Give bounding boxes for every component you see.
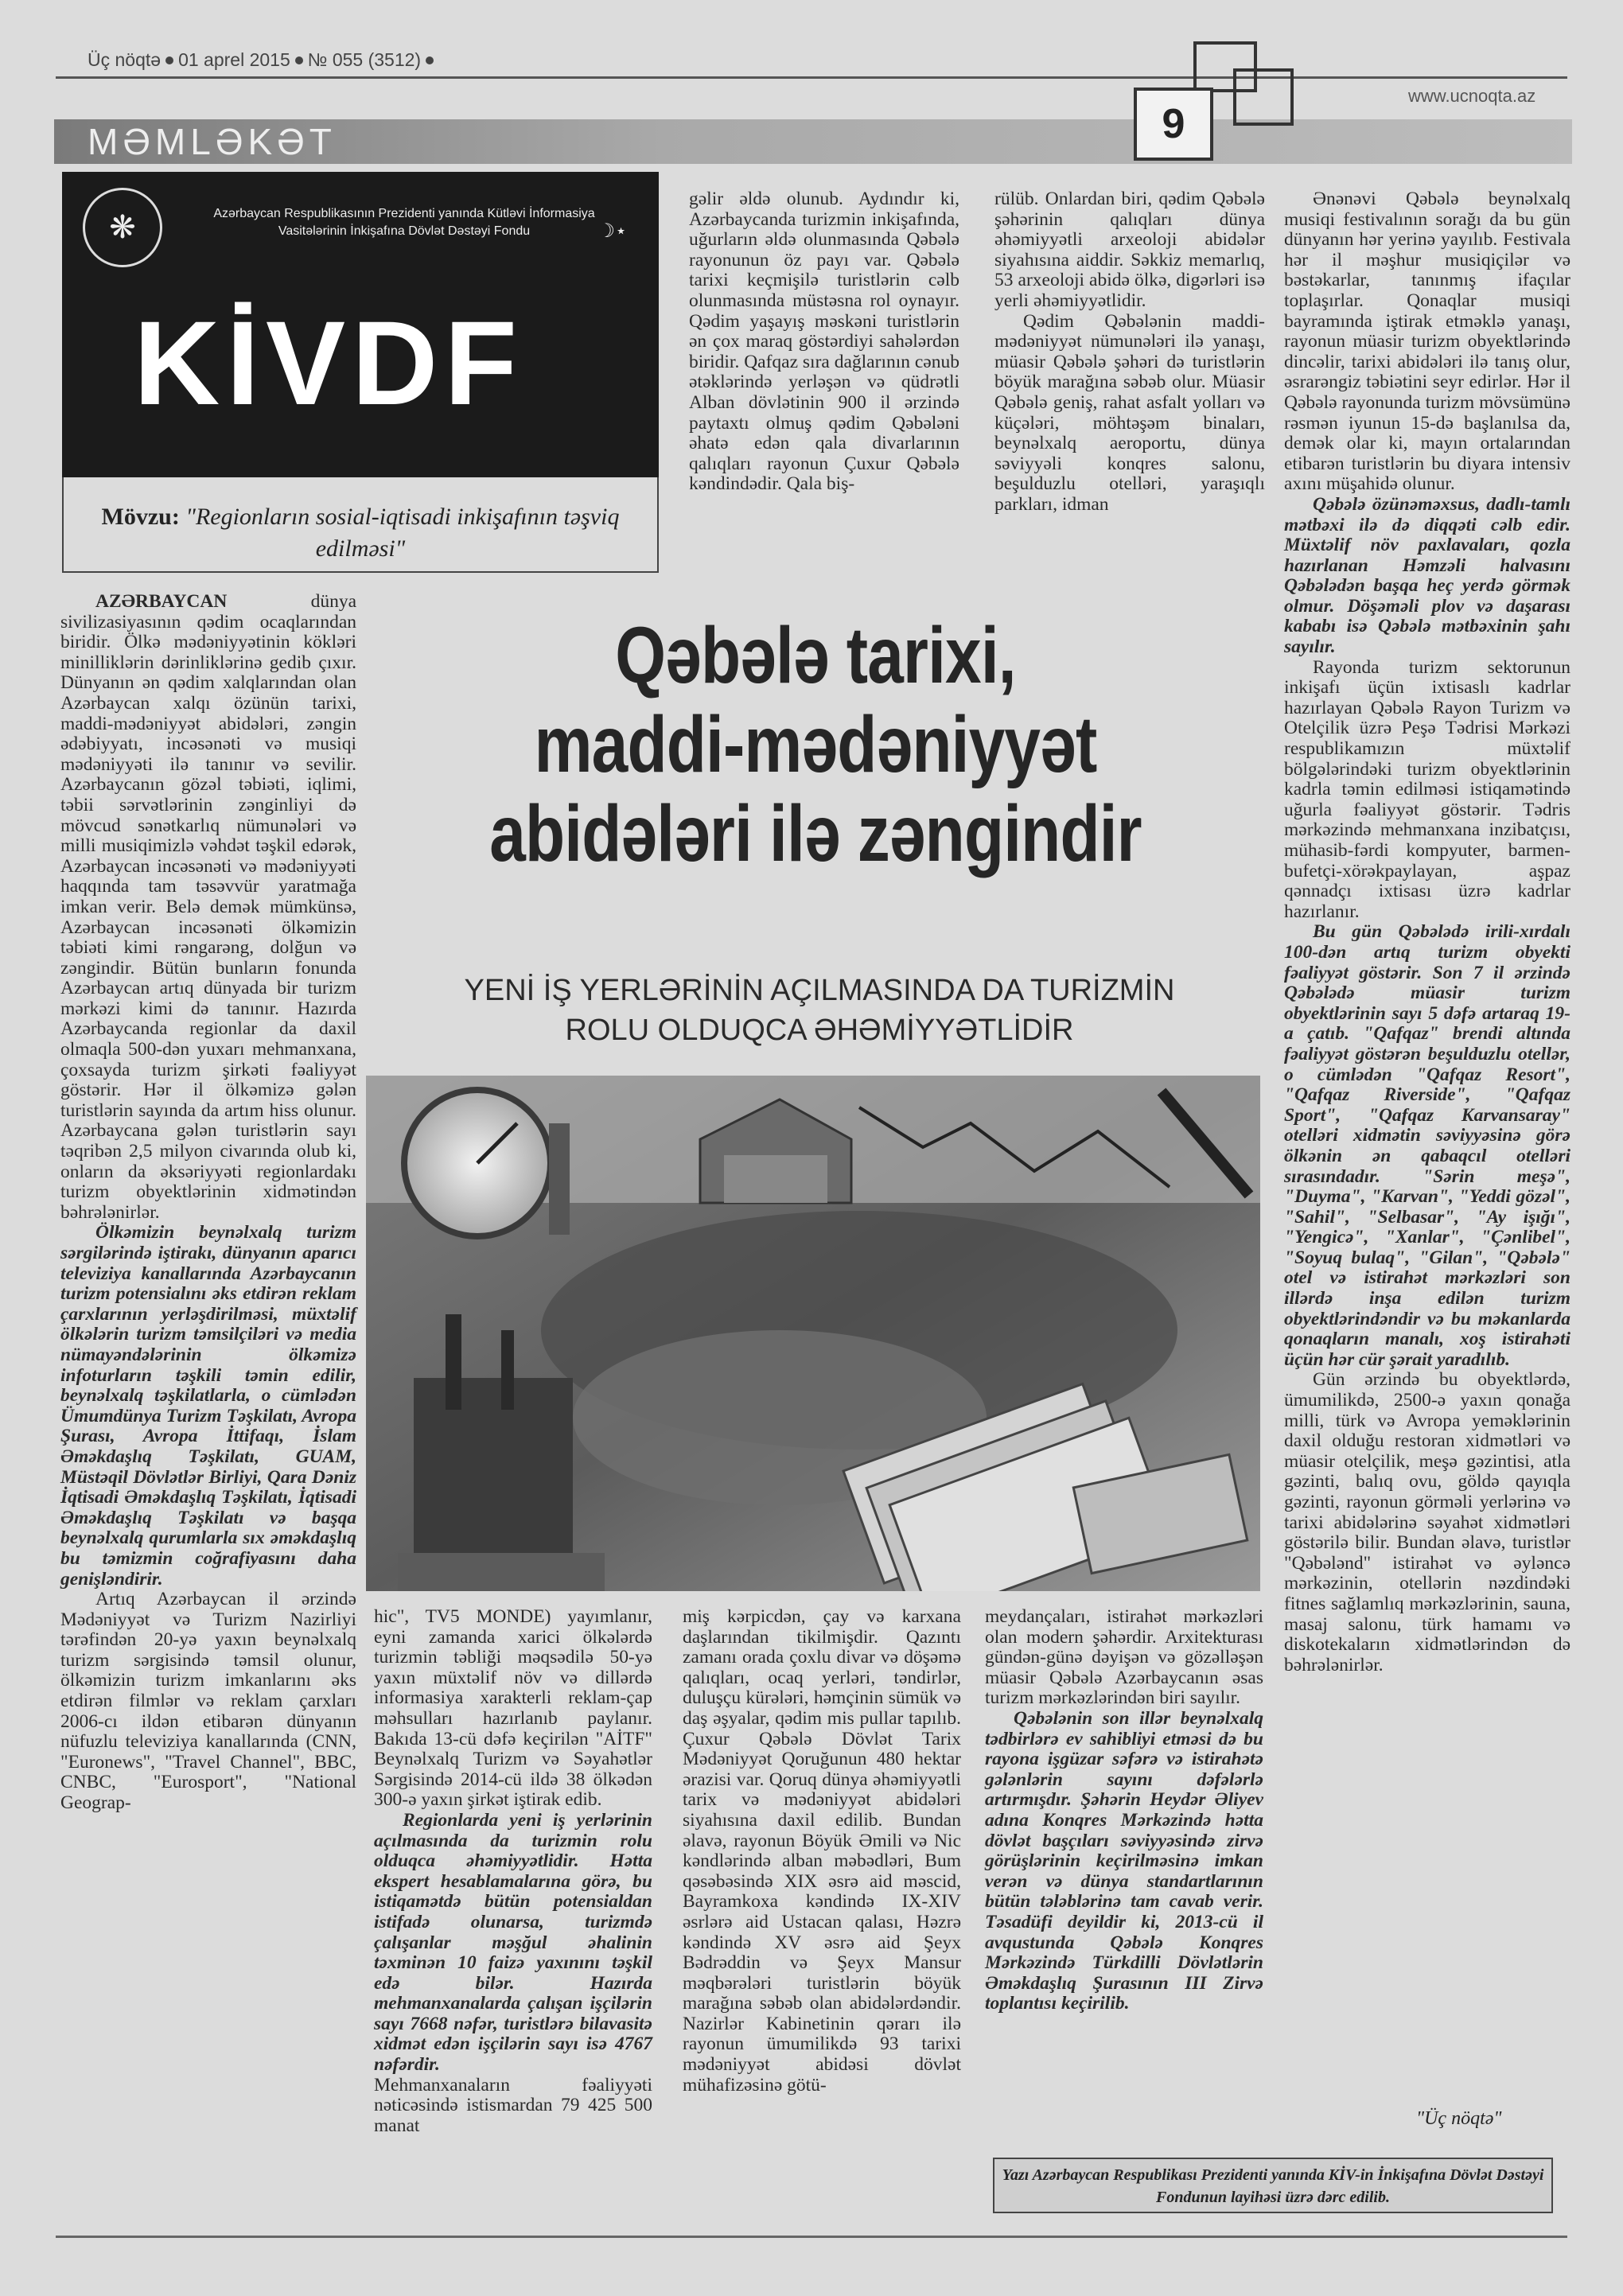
masthead-line	[88, 49, 438, 71]
headline	[447, 611, 1185, 878]
headline-line-1: Qəbələ tarixi,	[615, 611, 1016, 700]
paper-name: Üç nöqtə	[88, 49, 162, 70]
photo-collage	[366, 1076, 1260, 1591]
col1-p3: Artıq Azərbaycan il ərzində Mədəniyyət və Turizm Nazirliyi tərəfindən 20-yə yaxın beynəlxalq turizm sərgisində təmsil olunur, ölkəmizin turizm imkanlarını əks etdirən filmlər və reklam çarxları 2006-cı ildən etibarən dünyanın nüfuzlu televiziya kanallarında (CNN, "Euronews", "Travel Channel", BBC, CNBC, "Eurosport", "National Geograp-	[60, 1589, 356, 1814]
topic-text: "Regionların sosial-iqtisadi inkişafının təşviq edilməsi"	[185, 504, 620, 562]
subheadline-line-1: YENİ İŞ YERLƏRİNİN AÇILMASINDA DA TURİZMİN	[464, 974, 1175, 1007]
section-title: MƏMLƏKƏT	[88, 121, 337, 162]
fund-emblem-icon: ❋	[83, 188, 162, 267]
col2b-p3: Mehmanxanaların fəaliyyəti nəticəsində istismardan 79 425 500 manat	[374, 2074, 652, 2136]
issue-date: 01 aprel 2015	[178, 49, 290, 70]
col4-p3: Rayonda turizm sektorunun inkişafı üçün ixtisaslı kadrlar hazırlayan Qəbələ Rayon Turizm və Otelçilik üzrə Peşə Tədrisi Mərkəzi respublikamızın müxtəlif bölgələrindəki turizm obyektlərinin kadrla təmin edilməsi istiqamətində uğurla fəaliyyət göstərir. Tədris mərkəzində mehmanxana inzibatçısı, mühasib-fərdi kompyuter, barmen-bufetçi-xörəkpaylayan, aşpaz qənnadçı ixtisası üzrə kadrlar hazırlanır.	[1284, 656, 1570, 922]
col2b-p1: hic", TV5 MONDE) yayımlanır, eyni zamanda xarici ölkələrdə turizmin təbliği məqsədilə 50-yə yaxın müxtəlif növ və dillərdə informasiya xarakterli reklam-çap məhsulları hazırlanıb paylanır. Bakıda 13-cü dəfə keçirilən "AİTF" Beynəlxalq Turizm və Səyahətlər Sərgisində 2014-cü ildə 38 ölkədən 300-ə yaxın şirkət iştirak edib.	[374, 1606, 652, 1811]
topic-box	[62, 477, 659, 573]
crescent-star-icon: ☽⋆	[597, 221, 627, 242]
column-1	[60, 592, 356, 1814]
lead-word: AZƏRBAYCAN	[95, 591, 228, 612]
col2top-p1: gəlir əldə olunub. Aydındır ki, Azərbaycanda turizmin inkişafında, uğurların əldə olunmasında Qəbələ rayonunun öz payı var. Qəbələ tarixi keçmişilə turistlərin cəlb olunmasında müstəsna rol oynayır. Qədim yaşayış məskəni turistlərin ən çox maraq göstərdiyi sahələrdən biridir. Qafqaz sıra dağlarının cənub ətəklərində yerləşən və qüdrətli Alban dövlətinin 900 il ərzində paytaxtı olmuş qədim Qəbələni əhatə edən qala divarlarının qalıqları rayonun Çuxur Qəbələ kəndindədir. Qala biş-	[689, 189, 959, 495]
topic-label: Mövzu:	[101, 504, 180, 530]
column-3-top	[994, 189, 1265, 516]
col3top-p1: rülüb. Onlardan biri, qədim Qəbələ şəhərinin qalıqları dünya əhəmiyyətli arxeoloji abidələr siyahısına aiddir. Səkkiz memarlıq, 53 arxeoloji abidə ölkə, digərləri isə yerli əhəmiyyətlidir.	[994, 189, 1265, 311]
col2b-p2: Regionlarda yeni iş yerlərinin açılmasında da turizmin rolu olduqca əhəmiyyətlidir. Hətta ekspert hesablamalarına görə, bu istiqamətdə bütün potensialdan istifadə olunarsa, turizmdə çalışanlar məşğul əhalinin təxminən 10 faizə yaxınını təşkil edə bilər. Hazırda mehmanxanalarda çalışan işçilərin sayı 7668 nəfər, turistlərə bilavasitə xidmət edən işçilərin sayı isə 4767 nəfərdir.	[374, 1809, 652, 2076]
issue-number: № 055 (3512)	[307, 49, 422, 70]
headline-line-2: maddi-mədəniyyət	[534, 700, 1097, 789]
column-2-top	[689, 189, 959, 495]
credit-box: Yazı Azərbaycan Respublikası Prezidenti yanında KİV-in İnkişafına Dövlət Dəstəyi Fondunun layihəsi üzrə dərc edilib.	[993, 2158, 1553, 2213]
col1-p1: dünya sivilizasiyasının qədim ocaqlarından biridir. Ölkə mədəniyyətinin kökləri minilliklərin dərinliklərinə gedib çıxır. Dünyanın ən qədim xalqlarından olan Azərbaycan xalqı özünün tarixi, maddi-mədəniyyət abidələri, zəngin ədəbiyyatı, incəsənəti və musiqi mədəniyyəti ilə tanınır və sevilir. Azərbaycanın gözəl təbiəti, iqlimi, təbii sərvətlərinin zənginliyi də mövcud sənətkarlıq nümunələri və milli musiqimizlə vəhdət təşkil edərək, Azərbaycan incəsənəti və mədəniyyəti haqqında tam təsəvvür yaratmağa imkan verir. Belə demək mümkünsə, Azərbaycan incəsənəti ölkəmizin təbiəti kimi rəngarəng, dolğun və zəngindir. Bütün bunların fonunda Azərbaycan artıq dünyada bir turizm mərkəzi kimi də tanınır. Hazırda Azərbaycanda regionlar da daxil olmaqla 500-dən yuxarı mehmanxana, çoxsayda turizm şirkəti fəaliyyət göstərir. Hər il ölkəmizə gələn turistlərin sayında da artım hiss olunur. Azərbaycana gələn turistlərin sayı təqribən 2,5 milyon civarında olub ki, onların da əksəriyyəti regionlardakı turizm obyektlərinin xidmətindən bəhrələnirlər.	[60, 591, 356, 1223]
subheadline	[350, 971, 1289, 1050]
col1-p2: Ölkəmizin beynəlxalq turizm sərgilərində iştirakı, dünyanın aparıcı televiziya kanallarında Azərbaycanın turizm potensialını əks etdirən reklam çarxlarının yerləşdirilməsi, müxtəlif ölkələrin turizm təmsilçiləri və media nümayəndələrinin ölkəmizə infoturların təşkili təmin edilir, beynəlxalq təşkilatlarla, o cümlədən Ümumdünya Turizm Təşkilatı, Avropa Şurası, Avropa İttifaqı, İslam Əməkdaşlıq Təşkilatı, GUAM, Müstəqil Dövlətlər Birliyi, Qara Dəniz İqtisadi Əməkdaşlıq Təşkilatı, İqtisadi Əməkdaşlıq Təşkilatı və başqa beynəlxalq qurumlarla sıx əməkdaşlıq bu təmizmin coğrafiyasını daha genişləndirir.	[60, 1222, 356, 1590]
col4-p2: Qəbələ özünəməxsus, dadlı-tamlı mətbəxi ilə də diqqəti cəlb edir. Müxtəlif növ paxlavaları, qozla hazırlanan Həmzəli halvasını Qəbələdən başqa heç yerdə görmək olmur. Döşəməli plov və daşarası kababı isə Qəbələ mətbəxinin şahı sayılır.	[1284, 493, 1570, 658]
column-3-bottom	[683, 1607, 961, 2096]
headline-line-3: abidələri ilə zəngindir	[489, 789, 1142, 878]
subheadline-line-2: ROLU OLDUQCA ƏHƏMİYYƏTLİDİR	[565, 1014, 1074, 1047]
kivdf-logo-box	[62, 172, 659, 477]
column-4-bottom	[985, 1607, 1263, 2014]
collage-illustration	[366, 1076, 1260, 1591]
bottom-rule	[56, 2236, 1567, 2238]
col3top-p2: Qədim Qəbələnin maddi-mədəniyyət nümunələri ilə yanaşı, müasir Qəbələ şəhəri də turistlərin böyük marağına səbəb olur. Müasir Qəbələ geniş, rahat asfalt yolları və küçələri, möhtəşəm binaları, beynəlxalq aeroportu, dünya səviyyəli konqres salonu, beşulduzlu otelləri, yaraşıqlı parkları, idman	[994, 310, 1265, 515]
col4-p5: Gün ərzində bu obyektlərdə, ümumilikdə, 2500-ə yaxın qonağa milli, türk və Avropa yeməklərinin daxil olduğu restoran xidmətləri və müasir otelçilik, meşə gəzintisi, atla gəzinti, balıq ovu, göldə qayıqla gəzinti, rayonun görməli yerlərinə və tarixi abidələrinə səyahət xidmətləri göstərilə bilir. Bundan əlavə, turistlər "Qəbələnd" istirahət və əyləncə mərkəzinin, otellərin nəzdindəki fitnes sağlamlıq mərkəzlərinin, sauna, masaj salonu, türk hamamı və diskotekaların xidmətlərindən də bəhrələnirlər.	[1284, 1369, 1570, 1675]
fund-org-name: Azərbaycan Respublikasının Prezidenti yanında Kütləvi İnformasiya Vasitələrinin İnkişafına Dövlət Dəstəyi Fondu	[213, 207, 595, 238]
logo-square-2	[1233, 68, 1294, 126]
signoff: "Üç nöqtə"	[1416, 2108, 1502, 2129]
page-number: 9	[1134, 88, 1213, 161]
fund-acronym: KİVDF	[134, 296, 523, 430]
top-rule	[56, 76, 1567, 79]
col4-p4: Bu gün Qəbələdə irili-xırdalı 100-dən artıq turizm obyekti fəaliyyət göstərir. Son 7 il ərzində Qəbələdə müasir turizm obyektlərinin sayı 5 dəfə artaraq 19-a çatıb. "Qafqaz" brendi altında fəaliyyət göstərən beşulduzlu otellər, o cümlədən "Qafqaz Resort", "Qafqaz Riverside", "Qafqaz Sport", "Qafqaz Karvansaray" otelləri xidmətin səviyyəsinə görə ölkənin ən qabaqcıl otelləri sırasındadır. "Sərin meşə", "Duyma", "Karvan", "Yeddi gözəl", "Sahil", "Selbasar", "Ay işığı", "Yengicə", "Xanlar", "Çənlibel", "Soyuq bulaq", "Gilan", "Qəbələ" otel və istirahət mərkəzləri son illərdə inşa edilən turizm obyektlərindəndir və bu məkanlarda qonaqların manalı, xoş istirahəti üçün hər cür şərait yaradılıb.	[1284, 921, 1570, 1370]
col3b-p1: miş kərpicdən, çay və karxana daşlarından tikilmişdir. Qazıntı zamanı orada çoxlu divar və döşəmə qalıqları, ocaq yerləri, təndirlər, duluşçu kürələri, həmçinin sümük və daş əşyalar, qədim mis pullar tapılıb. Çuxur Qəbələ Dövlət Tarix Mədəniyyət Qoruğunun 480 hektar ərazisi var. Qoruq dünya əhəmiyyətli tarix və mədəniyyət abidələri siyahısına daxil edilib. Bundan əlavə, rayonun Böyük Əmili və Nic kəndlərində alban məbədləri, Bum qəsəbəsində XIX əsrə aid məscid, Bayramkoxa kəndində IX-XIV əsrlərə aid Ustacan qalası, Həzrə kəndində XV əsrə aid Şeyx Bədrəddin və Şeyx Mansur məqbərələri turistlərin böyük marağına səbəb olan abidələrdəndir. Nazirlər Kabinetinin qərarı ilə rayonun ümumilikdə 93 tarixi mədəniyyət abidəsi dövlət mühafizəsinə götü-	[683, 1606, 961, 2096]
column-4	[1284, 189, 1570, 1675]
col4b-p2: Qəbələnin son illər beynəlxalq tədbirlərə ev sahibliyi etməsi də bu rayona işgüzar səfərə və istirahətə gələnlərin sayını dəfələrlə artırmışdır. Şəhərin Heydər Əliyev adına Konqres Mərkəzində hətta dövlət başçıları səviyyəsində zirvə görüşlərinin keçirilməsinə imkan verən və dünya standartlarının bütün tələblərinə tam cavab verir. Təsadüfi deyildir ki, 2013-cü il avqustunda Qəbələ Konqres Mərkəzində Türkdilli Dövlətlərin Əməkdaşlıq Şurasının III Zirvə toplantısı keçirilib.	[985, 1707, 1263, 2014]
col4b-p1: meydançaları, istirahət mərkəzləri olan modern şəhərdir. Arxitekturası gündən-günə dəyişən və gözəlləşən müasir Qəbələ Azərbaycanın əsas turizm mərkəzlərindən biri sayılır.	[985, 1606, 1263, 1709]
col4-p1: Ənənəvi Qəbələ beynəlxalq musiqi festivalının sorağı da bu gün dünyanın hər yerinə yayılıb. Festivala hər il məşhur musiqiçilər və bəstəkarlar, tanınmış ifaçılar toplaşırlar. Qonaqlar musiqi bayramında iştirak etməklə yanaşı, rayonun müasir turizm obyektlərində dincəlir, tarixi abidələri ilə tanış olur, əsrarəngiz təbiətini seyr edirlər. Hər il Qəbələ rayonunda turizm mövsümünə rəsmən iyunun 15-də başlanılsa da, demək olar ki, mayın ortalarından etibarən turistlərin bu diyara intensiv axını müşahidə olunur.	[1284, 189, 1570, 495]
column-2-bottom	[374, 1607, 652, 2136]
site-url: www.ucnoqta.az	[1408, 86, 1536, 106]
